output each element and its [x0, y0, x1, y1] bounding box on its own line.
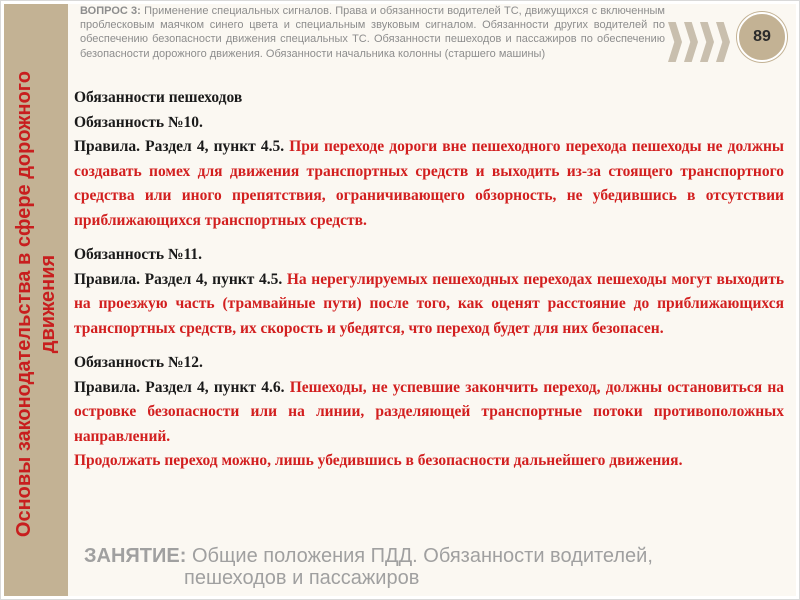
duty-rule [74, 135, 784, 233]
rule-reference: Правила. Раздел 4, пункт 4.5. [74, 270, 283, 288]
sidebar [4, 4, 68, 596]
lesson-title-line1: Общие положения ПДД. Обязанности водителей, [191, 545, 653, 567]
rule-text: На нерегулируемых пешеходных переходах пешеходы могут выходить на проезжую часть (трамвайные пути) после того, как оценят расстояние до приближающихся транспортных средств, их скорость и убедятся, что переход будет для них безопасен. [74, 270, 785, 337]
rule-reference: Правила. Раздел 4, пункт 4.5. [74, 138, 285, 155]
duty-title: Обязанность №10. [74, 113, 203, 131]
section-title: Обязанности пешеходов [74, 89, 243, 106]
duty-title: Обязанность №11. [74, 246, 203, 263]
duty-rule [74, 268, 784, 342]
chevron-right-icon [716, 22, 730, 62]
chevron-right-icon [668, 22, 682, 62]
rule-text: При переходе дороги вне пешеходного перехода пешеходы не должны создавать помех для движения транспортных средств и выходить из-за стоящего транспортного средства или иного препятствия, ограничивающего обзорность, не убедившись в отсутствии приближающихся транспортных средств. [74, 138, 784, 229]
chevron-right-icon [700, 22, 714, 62]
chevron-right-icon [684, 22, 698, 62]
question-text: Применение специальных сигналов. Права и обязанности водителей ТС, движущихся с включенным проблесковым маячком синего цвета и специальным звуковым сигналом. Обязанности других водителей по обеспечению безопасности движения специальных ТС. Обязанности пешеходов и пассажиров по обеспечению безопасности дорожного движения. Обязанности начальника колонны (старшего машины) [80, 5, 665, 60]
question-header [80, 4, 665, 61]
main-body [74, 86, 784, 474]
lesson-label: ЗАНЯТИЕ: [84, 545, 187, 567]
rule-text: Пешеходы, не успевшие закончить переход, должны остановиться на островке безопасности или на линии, разделяющей транспортные потоки противоположных направлений. [74, 378, 785, 445]
lesson-footer [84, 545, 784, 589]
chevrons-icon [668, 22, 730, 66]
lesson-title-line2: пешеходов и пассажиров [184, 567, 420, 589]
rule-reference: Правила. Раздел 4, пункт 4.6. [74, 378, 285, 396]
duty-rule [74, 376, 784, 450]
duty-title: Обязанность №12. [74, 354, 203, 371]
question-label: ВОПРОС 3: [80, 5, 141, 17]
rule-text-continuation: Продолжать переход можно, лишь убедившись в безопасности дальнейшего движения. [74, 452, 683, 469]
page-number-badge: 89 [737, 12, 787, 62]
sidebar-title: Основы законодательства в сфере дорожного движения [13, 70, 59, 538]
